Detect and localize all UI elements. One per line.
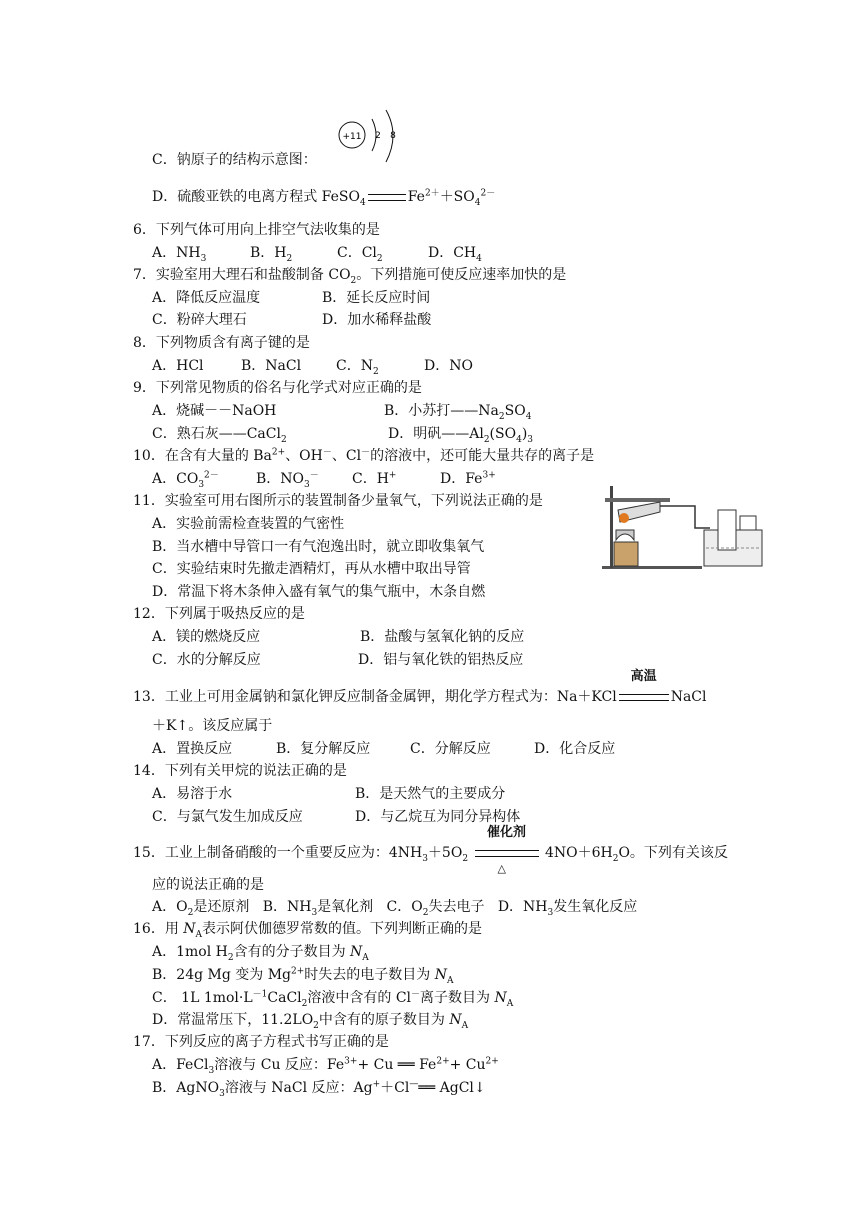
- q7-stem: 7．实验室用大理石和盐酸制备 $CO_2$。下列措施可使反应速率加快的是: [133, 267, 567, 286]
- q12-stem: 12．下列属于吸热反应的是: [133, 606, 305, 622]
- q8-option-d: D．NO: [424, 358, 473, 374]
- q15-equation-arrow: 催化剂 △: [473, 844, 541, 862]
- q11-option-c: C．实验结束时先撤走酒精灯，再从水槽中取出导管: [152, 561, 471, 577]
- q8-stem: 8．下列物质含有离子键的是: [133, 335, 310, 351]
- q13-option-b: B．复分解反应: [276, 741, 371, 757]
- q9-option-d: D．明矾$——Al_2(SO_4)_3$: [388, 426, 534, 445]
- q16-option-d: D．常温常压下，$11.2LO_2$中含有的原子数目为 $N_A$: [152, 1012, 469, 1031]
- q13-stem: 13．工业上可用金属钠和氯化钾反应制备金属钾，期化学方程式为：Na＋KCl 高温 NaCl: [133, 669, 707, 705]
- q17-option-a: A．FeCl$_3$溶液与 Cu 反应：$Fe^{3+}+ Cu$ ══ $Fe^{2+}+ Cu^{2+}$: [152, 1056, 499, 1076]
- q11-stem: 11．实验室可用右图所示的装置制备少量氧气，下列说法正确的是: [133, 493, 543, 509]
- q16-option-a: A．1mol $H_2$含有的分子数目为 $N_A$: [152, 944, 369, 963]
- q15-stem-line2: 应的说法正确的是: [152, 877, 264, 893]
- q6-option-b: B．$H_2$: [250, 245, 293, 264]
- q11-option-a: A．实验前需检查装置的气密性: [152, 516, 345, 532]
- q10-option-c: C．H+: [352, 470, 397, 487]
- q13-equation-arrow: 高温: [617, 688, 671, 706]
- atom-nucleus-label: +11: [342, 132, 362, 142]
- q8-option-b: B．NaCl: [241, 358, 302, 374]
- q7-option-a: A．降低反应温度: [152, 290, 261, 306]
- q9-option-c: C．熟石灰——CaCl$_2$: [152, 426, 287, 445]
- q12-option-a: A．镁的燃烧反应: [152, 629, 261, 645]
- q15-option-d: D．$NH_3$发生氧化反应: [497, 899, 638, 918]
- atom-shell1-label: 2: [375, 131, 381, 141]
- q13-option-c: C．分解反应: [410, 741, 491, 757]
- q16-stem: 16．用 $N_A$表示阿伏伽德罗常数的值。下列判断正确的是: [133, 921, 483, 940]
- q6-stem: 6．下列气体可用向上排空气法收集的是: [133, 222, 380, 238]
- q11-option-d: D．常温下将木条伸入盛有氧气的集气瓶中，木条自燃: [152, 584, 486, 600]
- q7-option-b: B．延长反应时间: [322, 290, 431, 306]
- q10-option-b: B．$NO_3^-$: [256, 470, 319, 490]
- q8-option-c: C．$N_2$: [336, 358, 379, 377]
- q5-option-c: C．钠原子的结构示意图：: [152, 152, 317, 168]
- q15-options: [152, 898, 637, 916]
- q14-option-b: B．是天然气的主要成分: [355, 786, 506, 802]
- q16-option-c: C． 1L $1mol\cdot L^{-1}CaCl_2$溶液中含有的 Cl－离子数目为 $N_A$: [152, 989, 514, 1009]
- q14-option-a: A．易溶于水: [152, 786, 233, 802]
- q9-option-b: B．小苏打$——Na_2SO_4$: [384, 403, 532, 422]
- q12-option-b: B．盐酸与氢氧化钠的反应: [360, 629, 525, 645]
- q15-stem: 15．工业上制备硝酸的一个重要反应为：$4NH_3+5O_2$ 催化剂 △ $4NO+6H_2O$。下列有关该反: [133, 844, 728, 862]
- q14-stem: 14．下列有关甲烷的说法正确的是: [133, 763, 347, 779]
- q16-option-b: B．24g Mg 变为 $Mg^{2+}$时失去的电子数目为 $N_A$: [152, 966, 454, 986]
- q14-option-c: C．与氯气发生加成反应: [152, 809, 303, 825]
- q17-stem: 17．下列反应的离子方程式书写正确的是: [133, 1034, 389, 1050]
- q9-stem: 9．下列常见物质的俗名与化学式对应正确的是: [133, 380, 422, 396]
- q13-option-d: D．化合反应: [534, 741, 616, 757]
- q7-option-c: C．粉碎大理石: [152, 312, 247, 328]
- sodium-atom-diagram: [336, 108, 406, 166]
- q13-option-a: A．置换反应: [152, 741, 233, 757]
- q6-option-a: A．$NH_3$: [152, 245, 207, 264]
- q10-stem: 10．在含有大量的 $Ba^{2+}$、OH－、Cl－的溶液中，还可能大量共存的离子是: [133, 447, 595, 464]
- oxygen-apparatus-figure: [600, 470, 765, 572]
- q12-option-d: D．铝与氧化铁的铝热反应: [358, 652, 524, 668]
- q15-option-b: B．$NH_3$是氧化剂: [262, 899, 374, 918]
- q8-option-a: A．HCl: [152, 358, 204, 374]
- q7-option-d: D．加水稀释盐酸: [322, 312, 432, 328]
- q15-option-a: A．$O_2$是还原剂: [152, 899, 250, 918]
- q10-option-d: D．$Fe^{3+}$: [440, 470, 496, 487]
- q10-option-a: A．$CO_3^{2-}$: [152, 470, 219, 490]
- q5-option-d: D．硫酸亚铁的电离方程式 FeSO$_4$ $Fe^{2+}+SO_4^{2-}$: [152, 188, 496, 208]
- heat-triangle-icon: △: [497, 862, 506, 875]
- q17-option-b: B．AgNO$_3$溶液与 NaCl 反应：Ag+＋Cl—══ AgCl↓: [152, 1079, 486, 1099]
- q6-option-d: D．$CH_4$: [428, 245, 482, 264]
- atom-shell2-label: 8: [390, 131, 396, 141]
- q12-option-c: C．水的分解反应: [152, 652, 261, 668]
- q9-option-a: A．烧碱－－NaOH: [152, 403, 277, 419]
- q11-option-b: B．当水槽中导管口一有气泡逸出时，就立即收集氧气: [152, 539, 485, 555]
- q15-option-c: C．$O_2$失去电子: [386, 899, 485, 918]
- q6-option-c: C．$Cl_2$: [337, 245, 383, 264]
- q13-stem-line2: ＋K↑。该反应属于: [152, 718, 273, 734]
- q14-option-d: D．与乙烷互为同分异构体: [355, 809, 521, 825]
